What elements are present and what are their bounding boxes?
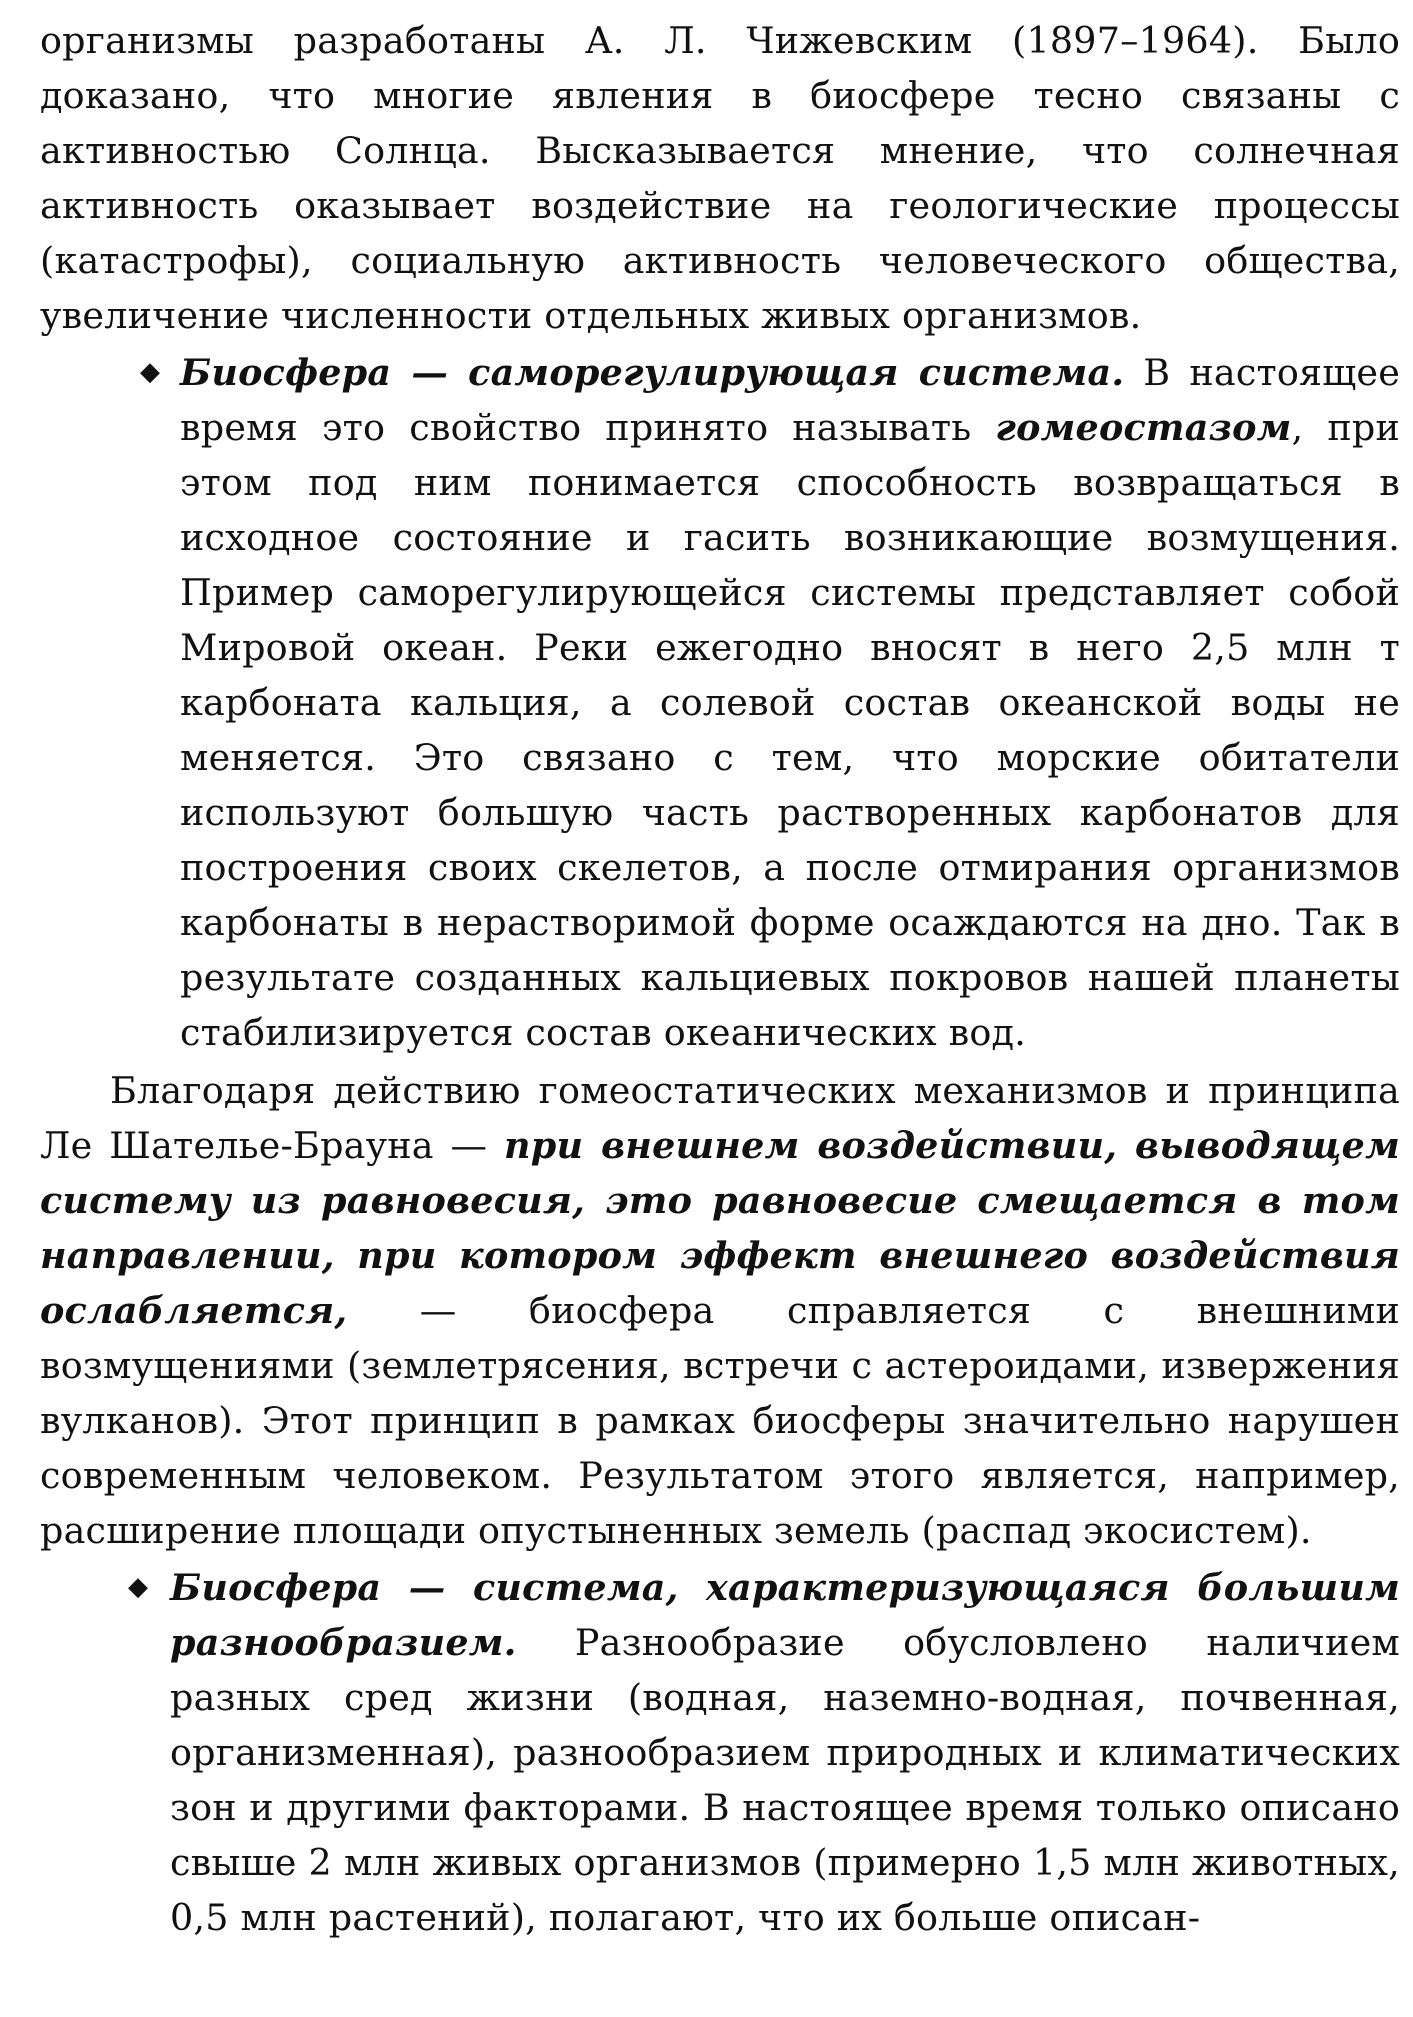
bullet-text: Разнообразие обусловлено наличием разных сред жизни (водная, наземно-водная, почвенная, организменная), разнообразием природных и климатических зон и другими факторами. В настоящее время только описано свыше 2 млн живых организмов (примерно 1,5 млн животных, 0,5 млн растений), полагают, что их больше описан- [170,1621,1400,1939]
diamond-bullet-icon: ◆ [128,1572,148,1602]
bullet-diversity [170,1560,1400,1945]
bullet-text-continued: , при этом под ним понимается способность возвращаться в исходное состояние и гасить возникающие возмущения. Пример саморегулирующейся системы представляет собой Мировой океан. Реки ежегодно вносят в него 2,5 млн т карбоната кальция, а солевой состав океанской воды не меняется. Это связано с тем, что морские обитатели используют большую часть растворенных карбонатов для построения своих скелетов, а после отмирания организмов карбонаты в нерастворимой форме осаждаются на дно. Так в результате созданных кальциевых покровов нашей планеты стабилизируется состав океанических вод. [180,406,1400,1054]
paragraph-le-chatelier [40,1063,1400,1558]
paragraph-text: организмы разработаны А. Л. Чижевским (1897–1964). Было доказано, что многие явления в биосфере тесно связаны с активностью Солнца. Высказывается мнение, что солнечная активность оказывает воздействие на геологические процессы (катастрофы), социальную активность человеческого общества, увеличение численности отдельных живых организмов. [40,19,1400,337]
paragraph-text: Благодаря действию гомеостатических механизмов и принципа Ле Шателье-Брауна — [40,1069,1400,1167]
paragraph-chizhevsky [40,13,1400,343]
bullet-heading: Биосфера — саморегулирующая система. [180,351,1125,394]
bullet-self-regulating-system [180,345,1400,1060]
paragraph-text-continued: — биосфера справляется с внешними возмущениями (землетрясения, встречи с астероидами, извержения вулканов). Этот принцип в рамках биосферы значительно нарушен современным человеком. Результатом этого является, например, расширение площади опустыненных земель (распад экосистем). [40,1289,1400,1552]
diamond-bullet-icon: ◆ [140,357,160,387]
term-homeostasis: гомеостазом [995,406,1292,449]
principle-statement: при внешнем воздействии, выводящем систему из равновесия, это равновесие смещается в том направлении, при котором эффект внешнего воздействия ослабляется, [40,1124,1401,1332]
bullet-text: В настоящее время это свойство принято называть [180,351,1400,449]
bullet-heading: Биосфера — система, характеризующаяся большим разнообразием. [170,1566,1400,1664]
